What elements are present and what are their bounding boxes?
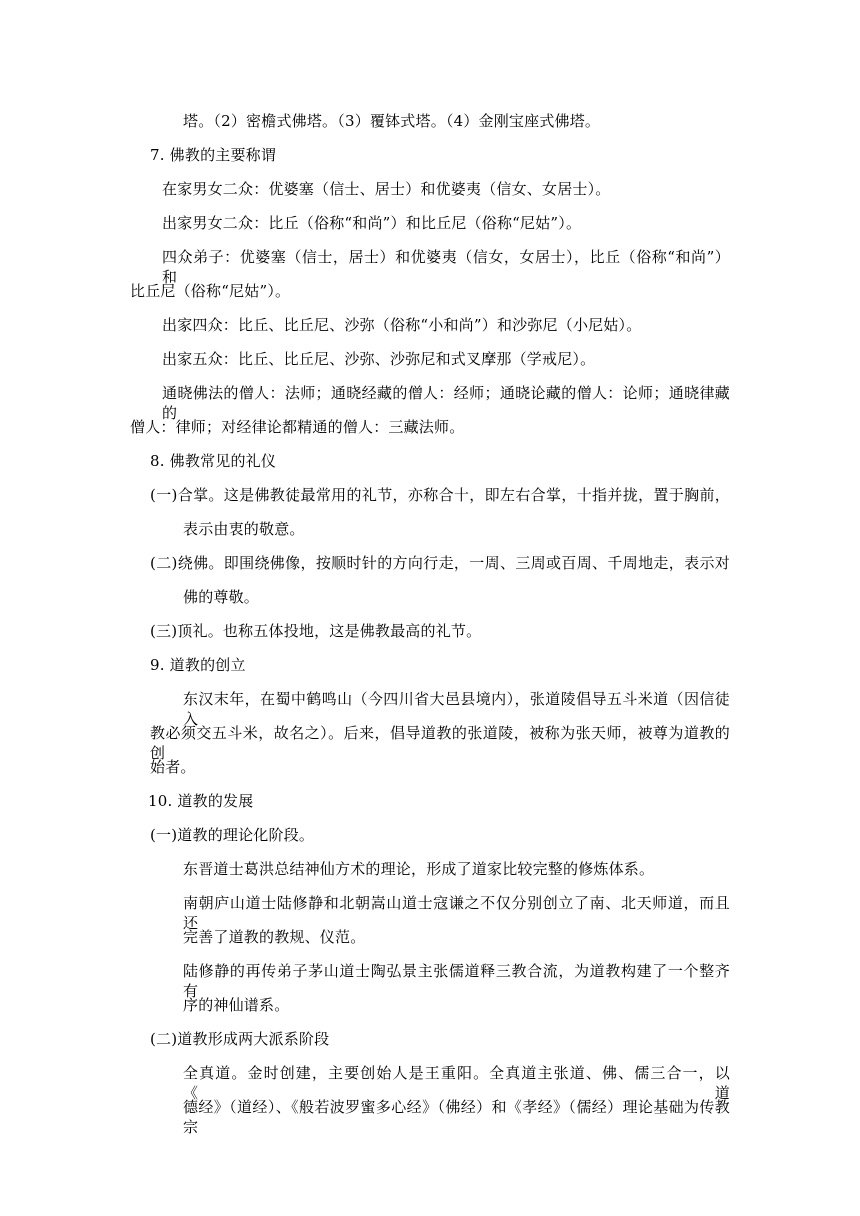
text-line: 佛的尊敬。	[183, 588, 260, 606]
text-line: 完善了道教的教规、仪范。	[183, 928, 366, 946]
text-line: 全真道。金时创建，主要创始人是王重阳。全真道主张道、佛、儒三合一，以《道	[183, 1064, 730, 1102]
section-heading: 7. 佛教的主要称谓	[150, 146, 277, 164]
text-line: 始者。	[150, 758, 196, 776]
text-line: 比丘尼（俗称“尼姑”）。	[130, 282, 291, 300]
text-line: (二)道教形成两大派系阶段	[150, 1030, 330, 1048]
text-line: 出家男女二众：比丘（俗称“和尚”）和比丘尼（俗称“尼姑”）。	[162, 214, 582, 232]
text-line: 塔。（2）密檐式佛塔。（3）覆钵式塔。（4）金刚宝座式佛塔。	[183, 112, 601, 130]
text-line: (一)合掌。这是佛教徒最常用的礼节，亦称合十，即左右合掌，十指并拢，置于胸前，	[150, 486, 730, 504]
text-line: 德经》（道经）、《般若波罗蜜多心经》（佛经）和《孝经》（儒经）理论基础为传教宗	[183, 1098, 730, 1136]
text-line: 出家五众：比丘、比丘尼、沙弥、沙弥尼和式叉摩那（学戒尼）。	[162, 350, 596, 368]
text-line: (一)道教的理论化阶段。	[150, 826, 315, 844]
text-line: 通晓佛法的僧人：法师；通晓经藏的僧人：经师；通晓论藏的僧人：论师；通晓律藏的	[162, 384, 730, 422]
text-line: 东晋道士葛洪总结神仙方术的理论，形成了道家比较完整的修炼体系。	[183, 860, 655, 878]
text-line: 陆修静的再传弟子茅山道士陶弘景主张儒道释三教合流，为道教构建了一个整齐有	[183, 962, 730, 1000]
section-heading: 10. 道教的发展	[148, 792, 254, 810]
section-heading: 8. 佛教常见的礼仪	[150, 452, 277, 470]
text-line: 南朝庐山道士陆修静和北朝嵩山道士寇谦之不仅分别创立了南、北天师道，而且还	[183, 894, 730, 932]
section-heading: 9. 道教的创立	[150, 656, 246, 674]
text-line: 表示由衷的敬意。	[183, 520, 305, 538]
text-line: 四众弟子：优婆塞（信士，居士）和优婆夷（信女，女居士），比丘（俗称“和尚”）和	[162, 248, 730, 286]
text-line: 僧人：律师；对经律论都精通的僧人：三藏法师。	[130, 418, 465, 436]
text-line: 出家四众：比丘、比丘尼、沙弥（俗称“小和尚”）和沙弥尼（小尼姑）。	[162, 316, 642, 334]
text-line: 在家男女二众：优婆塞（信士、居士）和优婆夷（信女、女居士）。	[162, 180, 611, 198]
text-line: (二)绕佛。即围绕佛像，按顺时针的方向行走，一周、三周或百周、千周地走，表示对	[150, 554, 730, 572]
text-line: (三)顶礼。也称五体投地，这是佛教最高的礼节。	[150, 622, 482, 640]
text-line: 东汉末年，在蜀中鹤鸣山（今四川省大邑县境内），张道陵倡导五斗米道（因信徒入	[183, 690, 730, 728]
text-line: 教必须交五斗米，故名之）。后来，倡导道教的张道陵，被称为张天师，被尊为道教的创	[150, 724, 730, 762]
text-line: 序的神仙谱系。	[183, 996, 290, 1014]
